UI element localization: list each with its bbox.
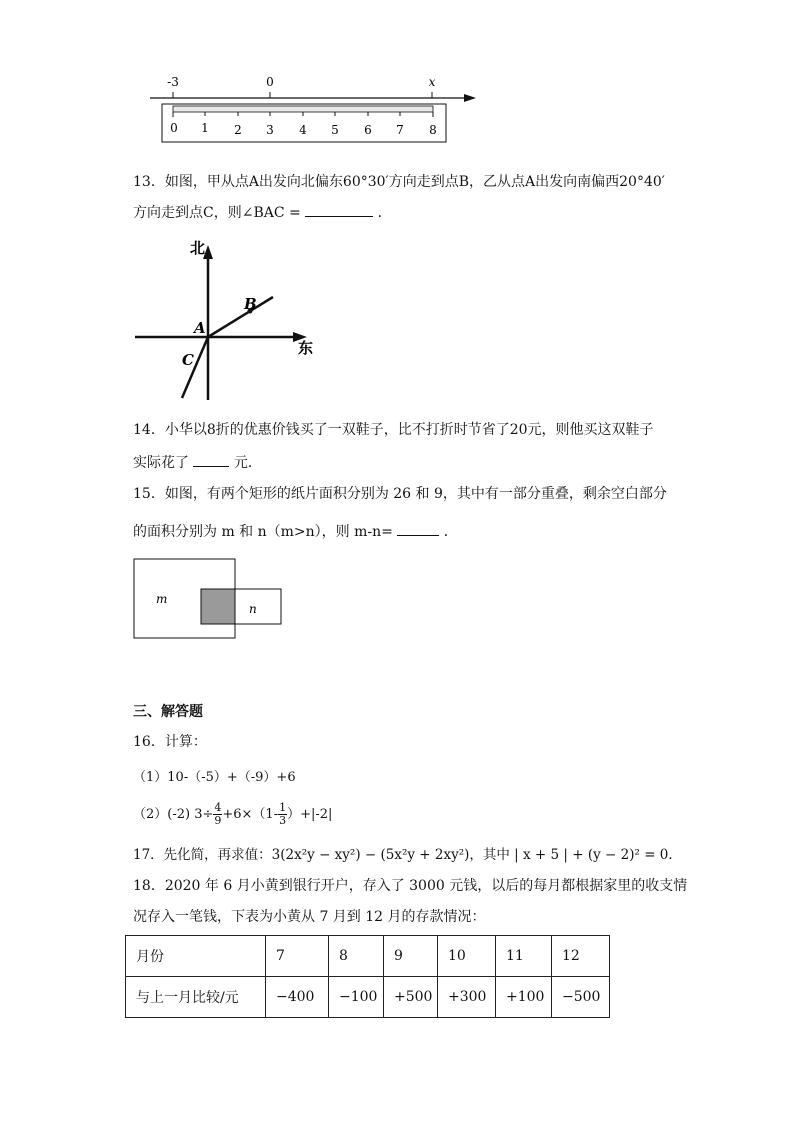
table-row [126,977,610,1018]
change-cell: +100 [496,977,552,1018]
q18-line2: 况存入一笔钱，下表为小黄从 7 月到 12 月的存款情况： [133,909,486,925]
q13-answer-blank[interactable] [305,202,373,217]
ruler-label-5: 5 [331,123,339,137]
q13-line2-text: 方向走到点C，则∠BAC = [133,205,301,221]
point-b-label: B [244,295,257,313]
q16-part2-a: （2）(-2) 3÷ [133,807,214,822]
direction-figure [130,235,330,405]
deposit-table [125,935,610,1018]
change-cell: −500 [552,977,610,1018]
q15-answer-blank[interactable] [397,521,439,536]
frac1-num: 4 [214,801,222,814]
month-cell: 10 [438,936,496,977]
q17-text: 17．先化简，再求值：3(2x²y − xy²) − (5x²y + 2xy²)，其中 | x + 5 | + (y − 2)² = 0． [133,847,682,863]
month-cell: 8 [329,936,384,977]
month-cell: 9 [384,936,438,977]
q16-title: 16．计算： [133,734,207,750]
label-neg3: -3 [167,75,179,89]
ray-ab [208,297,273,337]
overlap-region [201,589,235,624]
q16-part1: （1）10-（-5）+（-9）+6 [133,770,296,785]
q13-line2-tail: ． [377,205,392,221]
label-n: n [249,602,257,616]
q13-line2 [133,202,392,223]
q16-part2-c: ）+|-2| [287,807,333,822]
ruler-label-3: 3 [266,123,274,137]
q14-line2-tail: 元． [233,455,262,471]
ruler-label-0: 0 [170,121,178,135]
ruler-label-1: 1 [201,121,209,135]
q16-part2 [133,800,332,830]
month-cell: 12 [552,936,610,977]
row-header-change: 与上一月比较/元 [126,977,266,1018]
change-cell: −400 [266,977,329,1018]
ruler-label-2: 2 [234,123,242,137]
ruler-label-6: 6 [364,123,372,137]
axis-arrow [464,94,476,102]
month-cell: 11 [496,936,552,977]
section-heading: 三、解答题 [133,704,203,720]
change-cell: −100 [329,977,384,1018]
label-x: x [428,75,436,89]
row-header-month: 月份 [126,936,266,977]
q14-line2-text: 实际花了 [133,455,189,471]
q14-line2 [133,452,262,473]
ruler-label-4: 4 [299,123,307,137]
north-label: 北 [190,239,206,257]
ruler-bar [173,106,433,112]
q15-line2 [133,521,458,542]
month-cell: 7 [266,936,329,977]
q15-line1: 15．如图，有两个矩形的纸片面积分别为 26 和 9，其中有一部分重叠，剩余空白部分 [133,486,667,502]
q16-fraction-1-3 [278,802,287,827]
rectangles-figure [130,555,290,645]
east-label: 东 [298,339,314,357]
q15-line2-tail: ． [443,524,458,540]
q15-line2-text: 的面积分别为 m 和 n（m>n），则 m-n= [133,524,393,540]
ruler-label-8: 8 [429,123,437,137]
table-row [126,936,610,977]
q14-answer-blank[interactable] [193,452,229,467]
change-cell: +300 [438,977,496,1018]
frac1-den: 9 [214,814,222,827]
q16-part2-b: +6×（1- [222,807,279,822]
q18-line1: 18．2020 年 6 月小黄到银行开户，存入了 3000 元钱，以后的每月都根据家里的收支情 [133,878,688,894]
frac2-den: 3 [279,814,287,827]
change-cell: +500 [384,977,438,1018]
q13-line1: 13．如图，甲从点A出发向北偏东60°30′方向走到点B，乙从点A出发向南偏西20°40′ [133,174,665,190]
point-c-label: C [182,351,194,369]
label-m: m [156,592,168,606]
number-line-figure [140,70,490,150]
q14-line1: 14．小华以8折的优惠价钱买了一双鞋子，比不打折时节省了20元，则他买这双鞋子 [133,422,654,438]
ruler-label-7: 7 [396,123,404,137]
label-zero: 0 [266,75,274,89]
frac2-num: 1 [279,801,287,814]
ruler-ticks [173,112,433,117]
point-a-label: A [194,319,206,337]
